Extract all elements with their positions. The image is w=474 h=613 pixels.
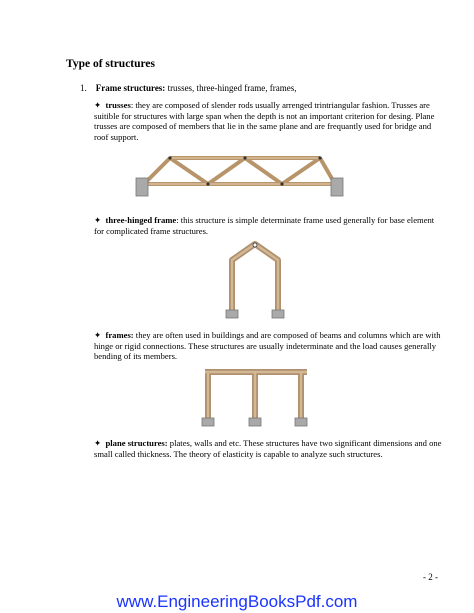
- left-support: [226, 310, 238, 318]
- section-term: plane structures:: [105, 438, 168, 448]
- bullet-icon: ✦: [94, 438, 102, 448]
- truss-node: [280, 182, 283, 185]
- section-three-hinged-frame: [94, 215, 446, 236]
- list-text: trusses, three-hinged frame, frames,: [165, 83, 297, 93]
- support: [249, 418, 261, 426]
- crown-hinge: [253, 243, 257, 247]
- section-term: three-hinged frame: [105, 215, 177, 225]
- page-title: Type of structures: [66, 58, 156, 70]
- three-hinged-frame-diagram: [220, 240, 290, 320]
- section-frames: [94, 330, 446, 362]
- section-plane-structures: [94, 438, 446, 459]
- support: [295, 418, 307, 426]
- section-text: they are often used in buildings and are composed of beams and columns which are with hinge or rigid connections. These structures are usually indeterminate and the load causes generally bending of its members.: [94, 330, 441, 362]
- truss-node: [206, 182, 209, 185]
- list-number: 1.: [80, 83, 87, 93]
- bullet-icon: ✦: [94, 100, 102, 110]
- truss-node: [243, 156, 246, 159]
- list-label: Frame structures:: [95, 83, 166, 93]
- bullet-icon: ✦: [94, 330, 102, 340]
- frame-diagram: [197, 366, 315, 428]
- section-term: frames:: [105, 330, 134, 340]
- truss-diagram: [130, 150, 350, 202]
- truss-node: [168, 156, 171, 159]
- truss-node: [318, 156, 321, 159]
- right-support: [272, 310, 284, 318]
- section-text: : they are composed of slender rods usually arrenged trintriangular fashion. Trusses are suitible for structures with large span when the depth is not an important criterion for desing. Plane trusses are composed of members that lie in the same plane and are frequantly used for bridge and roof support.: [94, 100, 435, 142]
- right-support: [331, 178, 343, 196]
- section-trusses: [94, 100, 446, 142]
- footer-link[interactable]: www.EngineeringBooksPdf.com: [116, 592, 358, 611]
- section-text: plates, walls and etc. These structures have two significant dimensions and one small called thickness. The theory of elasticity is capable to analyze such structures.: [94, 438, 442, 459]
- support: [202, 418, 214, 426]
- list-item-frame-structures: [80, 83, 297, 93]
- bullet-icon: ✦: [94, 215, 102, 225]
- page-number: - 2 -: [423, 572, 438, 582]
- section-text: : this structure is simple determinate frame used generally for base element for complicated frame structures.: [94, 215, 435, 236]
- section-term: trusses: [105, 100, 131, 110]
- left-support: [136, 178, 148, 196]
